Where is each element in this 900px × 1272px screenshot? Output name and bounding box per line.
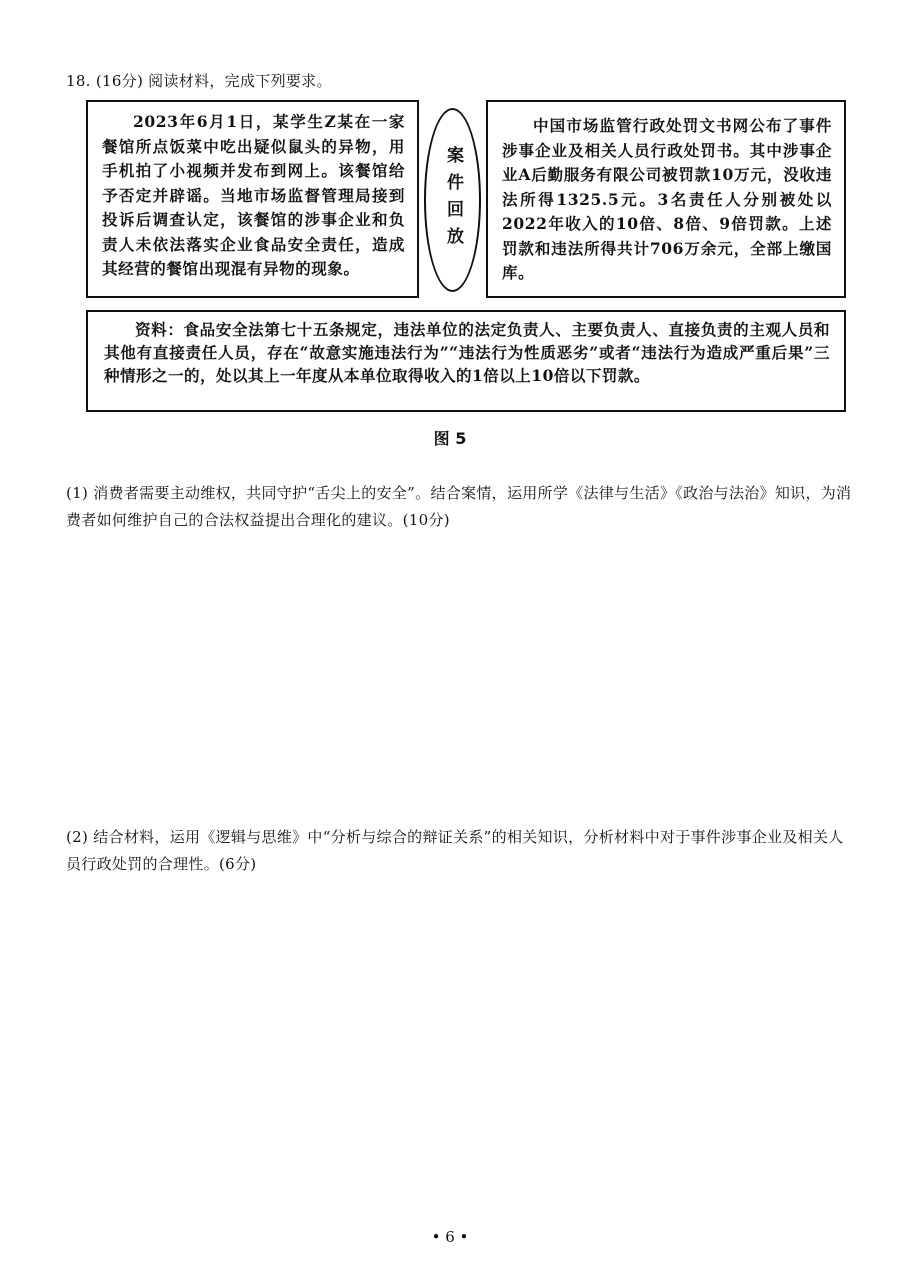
penalty-announcement-text: 中国市场监管行政处罚文书网公布了事件涉事企业及相关人员行政处罚书。其中涉事企业A后勤服务有限公司被罚款10万元，没收违法所得1325.5元。3名责任人分别被处以2022年收入的10倍、8倍、9倍罚款。上述罚款和违法所得共计706万余元，全部上缴国库。	[502, 116, 832, 282]
case-description-box	[86, 100, 419, 298]
penalty-announcement-box	[486, 100, 846, 298]
case-review-oval	[424, 108, 481, 292]
case-description-text: 2023年6月1日，某学生Z某在一家餐馆所点饭菜中吃出疑似鼠头的异物，用手机拍了小视频并发布到网上。该餐馆给予否定并辟谣。当地市场监督管理局接到投诉后调查认定，该餐馆的涉事企业和负责人未依法落实企业食品安全责任，造成其经营的餐馆出现混有异物的现象。	[102, 112, 405, 278]
question-header: 18. (16分) 阅读材料，完成下列要求。	[66, 72, 332, 90]
legal-material-text: 资料：食品安全法第七十五条规定，违法单位的法定负责人、主要负责人、直接负责的主观人员和其他有直接责任人员，存在“故意实施违法行为”“违法行为性质恶劣”或者“违法行为造成严重后果”三种情形之一的，处以其上一年度从本单位取得收入的1倍以上10倍以下罚款。	[104, 320, 830, 385]
figure-caption: 图 5	[433, 429, 467, 448]
legal-material-box	[86, 310, 846, 412]
subquestion-1: (1) 消费者需要主动维权，共同守护“舌尖上的安全”。结合案情，运用所学《法律与生活》《政治与法治》知识，为消费者如何维护自己的合法权益提出合理化的建议。(10分)	[66, 484, 852, 529]
subquestion-2: (2) 结合材料，运用《逻辑与思维》中“分析与综合的辩证关系”的相关知识，分析材料中对于事件涉事企业及相关人员行政处罚的合理性。(6分)	[66, 828, 844, 873]
case-review-label: 案件回放	[443, 146, 463, 254]
page-number: • 6 •	[431, 1228, 469, 1246]
